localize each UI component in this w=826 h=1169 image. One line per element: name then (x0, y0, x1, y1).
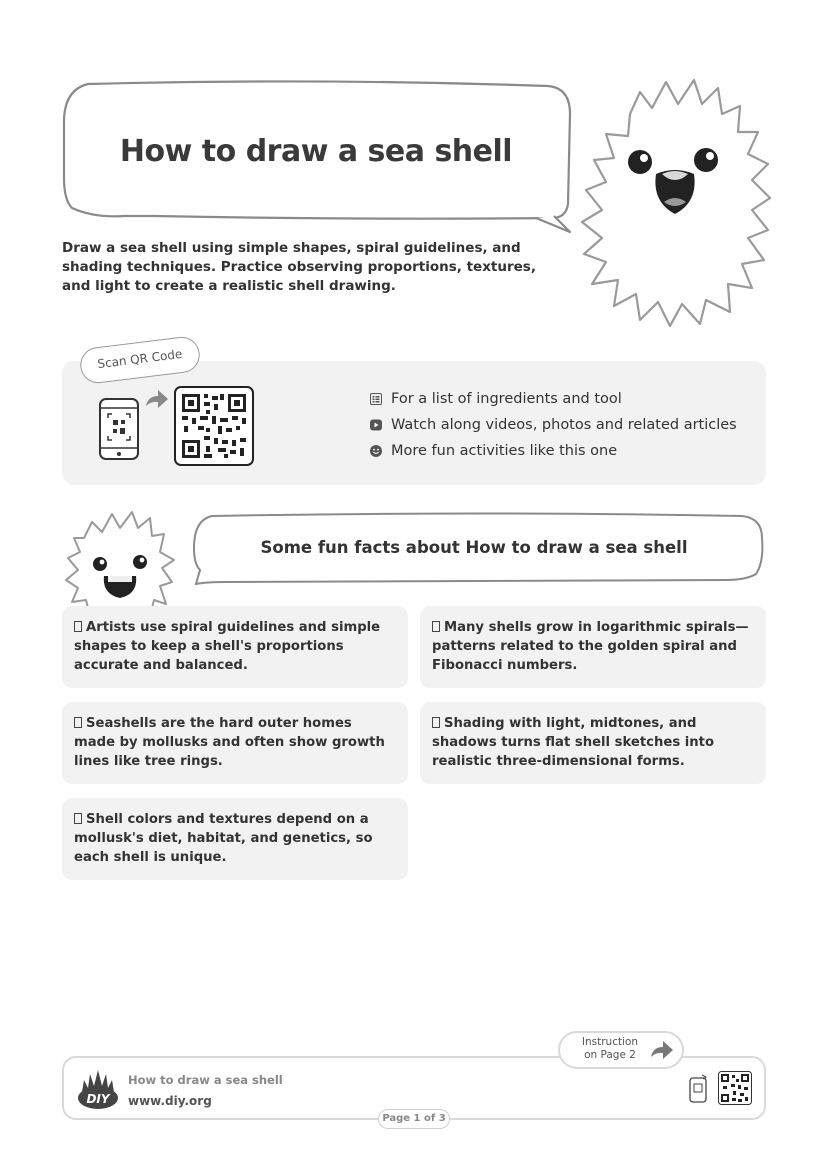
page-indicator: Page 1 of 3 (378, 1109, 450, 1129)
missing-glyph-icon (432, 717, 440, 728)
list-icon (370, 393, 382, 405)
fact-text: Artists use spiral guidelines and simple shapes to keep a shell's proportions accurate and balanced. (74, 620, 381, 673)
fact-text: Seashells are the hard outer homes made by mollusks and often show growth lines like tree rings. (74, 716, 385, 769)
page-title: How to draw a sea shell (119, 134, 513, 169)
instruction-text (574, 1036, 646, 1062)
fact-text: Shading with light, midtones, and shadows turns flat shell sketches into realistic three-dimensional forms. (432, 716, 715, 769)
instruction-line: on Page 2 (584, 1049, 636, 1061)
fact-text: Many shells grow in logarithmic spirals—patterns related to the golden spiral and Fibonacci numbers. (432, 620, 749, 673)
missing-glyph-icon (74, 621, 82, 632)
phone-scan-icon (96, 396, 142, 462)
furry-mascot-icon (64, 508, 176, 608)
qr-benefit-item (370, 438, 760, 464)
qr-benefit-text: Watch along videos, photos and related articles (391, 417, 737, 433)
qr-code[interactable] (174, 386, 254, 466)
diy-logo (76, 1068, 120, 1110)
qr-benefit-text: More fun activities like this one (391, 443, 618, 459)
intro-paragraph: Draw a sea shell using simple shapes, spiral guidelines, and shading techniques. Practice observing proportions, textures, and light to create a realistic shell drawing. (62, 240, 536, 294)
fact-card (420, 606, 766, 688)
missing-glyph-icon (74, 813, 82, 824)
missing-glyph-icon (74, 717, 82, 728)
furry-mascot-icon (578, 74, 774, 330)
instruction-line: Instruction (581, 1036, 639, 1048)
play-icon (370, 419, 382, 431)
footer-title: How to draw a sea shell (128, 1073, 283, 1087)
fact-card (62, 798, 408, 880)
facts-title: Some fun facts about How to draw a sea shell (260, 538, 688, 557)
fact-card (62, 606, 408, 688)
footer-url[interactable]: www.diy.org (128, 1094, 212, 1108)
arrow-right-icon (650, 1040, 674, 1060)
fact-card (420, 702, 766, 784)
arrow-right-icon (144, 388, 170, 410)
scan-qr-label: Scan QR Code (78, 335, 201, 385)
fact-text: Shell colors and textures depend on a mollusk's diet, habitat, and genetics, so each shell is unique. (74, 812, 373, 865)
phone-scan-icon (688, 1074, 708, 1104)
fact-card (62, 702, 408, 784)
missing-glyph-icon (432, 621, 440, 632)
logo-text: DIY (86, 1092, 110, 1106)
qr-benefits-list (370, 386, 760, 464)
qr-code[interactable] (718, 1071, 752, 1105)
smiley-icon (370, 445, 382, 457)
qr-benefit-text: For a list of ingredients and tool (391, 391, 622, 407)
qr-benefit-item (370, 386, 760, 412)
qr-benefit-item (370, 412, 760, 438)
